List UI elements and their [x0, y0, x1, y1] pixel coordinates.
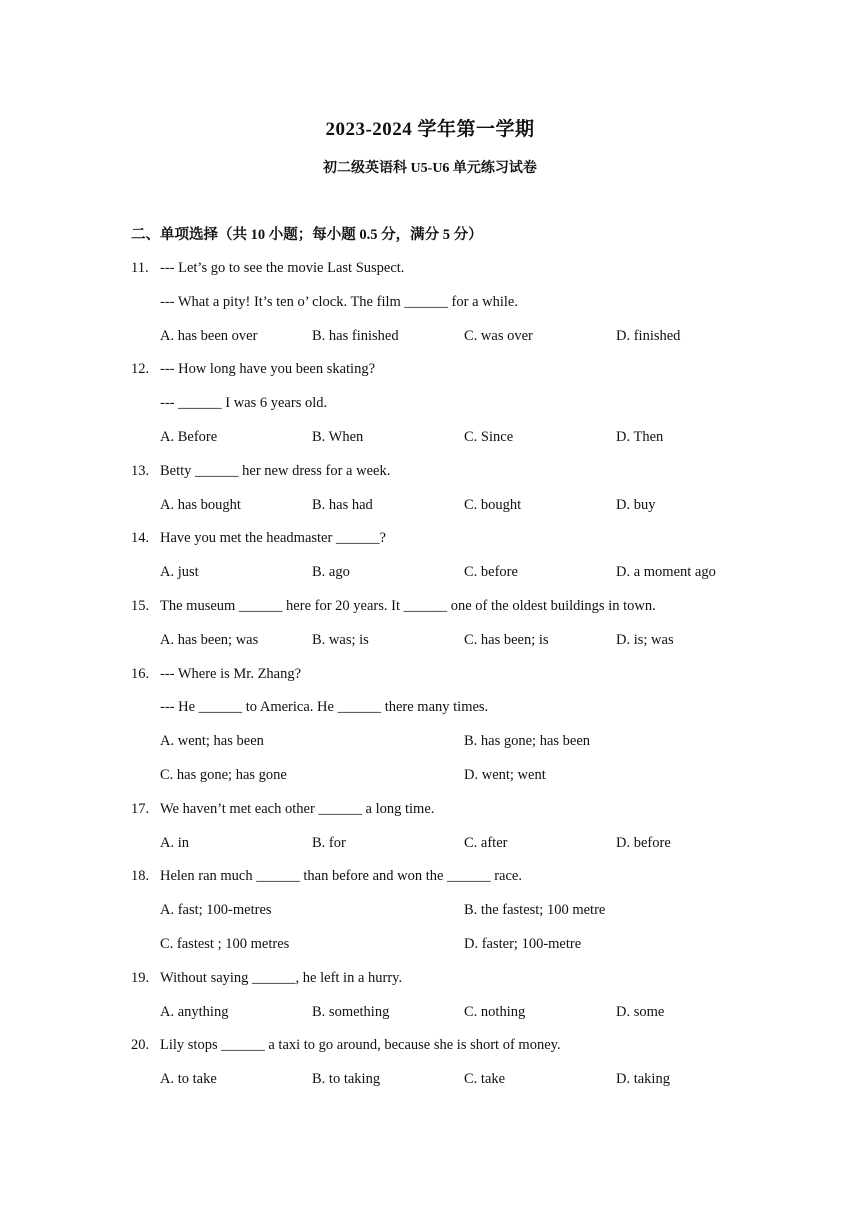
option-a[interactable]: A. Before — [160, 429, 218, 445]
option-d[interactable]: D. faster; 100-metre — [464, 936, 582, 952]
option-a[interactable]: A. to take — [160, 1071, 217, 1088]
option-c[interactable]: C. has been; is — [464, 631, 549, 648]
option-d[interactable]: D. taking — [616, 1071, 670, 1088]
option-c[interactable]: C. bought — [464, 496, 522, 513]
option-b[interactable]: B. has had — [312, 496, 373, 513]
page-title: 2023-2024 学年第一学期 — [325, 119, 535, 140]
question-number: 11. — [131, 260, 149, 276]
option-d[interactable]: D. is; was — [616, 631, 674, 648]
question-stem: --- How long have you been skating? — [160, 361, 376, 378]
question-line: --- ______ I was 6 years old. — [160, 395, 328, 412]
option-d[interactable]: D. finished — [616, 327, 681, 344]
option-a[interactable]: A. has been; was — [160, 631, 259, 648]
question-number: 19. — [131, 969, 150, 986]
question-stem: We haven’t met each other ______ a long time. — [160, 800, 435, 817]
option-b[interactable]: B. has finished — [312, 327, 399, 344]
question-stem: Have you met the headmaster ______? — [160, 530, 386, 547]
option-b[interactable]: B. was; is — [312, 631, 369, 648]
page-subtitle: 初二级英语科 U5-U6 单元练习试卷 — [323, 161, 537, 176]
question-stem: Without saying ______, he left in a hurry. — [160, 969, 403, 986]
question-number: 14. — [131, 530, 150, 547]
option-a[interactable]: A. in — [160, 834, 189, 851]
question-stem: Helen ran much ______ than before and won the ______ race. — [160, 868, 522, 885]
option-d[interactable]: D. Then — [616, 429, 664, 445]
question-stem: Lily stops ______ a taxi to go around, because she is short of money. — [160, 1037, 561, 1054]
question-number: 15. — [131, 598, 150, 614]
question-line: --- He ______ to America. He ______ there many times. — [160, 699, 489, 716]
question-number: 17. — [131, 800, 150, 817]
option-c[interactable]: C. has gone; has gone — [160, 767, 287, 783]
question-number: 16. — [131, 665, 150, 682]
option-c[interactable]: C. take — [464, 1071, 506, 1088]
option-c[interactable]: C. nothing — [464, 1003, 526, 1020]
option-a[interactable]: A. just — [160, 564, 199, 581]
option-b[interactable]: B. the fastest; 100 metre — [464, 902, 606, 919]
option-c[interactable]: C. was over — [464, 327, 533, 344]
question-number: 18. — [131, 868, 150, 885]
option-d[interactable]: D. a moment ago — [616, 564, 716, 581]
option-d[interactable]: D. went; went — [464, 767, 546, 783]
question-line: --- What a pity! It’s ten o’ clock. The film ______ for a while. — [160, 293, 518, 310]
question-stem: The museum ______ here for 20 years. It ______ one of the oldest buildings in town. — [160, 598, 656, 614]
question-number: 20. — [131, 1037, 150, 1054]
option-a[interactable]: A. has bought — [160, 496, 241, 513]
option-b[interactable]: B. for — [312, 834, 346, 851]
question-number: 12. — [131, 361, 150, 378]
option-b[interactable]: B. ago — [312, 564, 350, 581]
option-c[interactable]: C. before — [464, 564, 518, 581]
question-number: 13. — [131, 462, 150, 479]
option-a[interactable]: A. went; has been — [160, 733, 264, 750]
question-stem: --- Let’s go to see the movie Last Suspect. — [160, 260, 405, 276]
option-c[interactable]: C. fastest ; 100 metres — [160, 936, 290, 952]
option-b[interactable]: B. to taking — [312, 1071, 381, 1088]
section-heading: 二、单项选择（共 10 小题；每小题 0.5 分，满分 5 分） — [131, 227, 483, 243]
option-d[interactable]: D. buy — [616, 496, 656, 513]
option-b[interactable]: B. When — [312, 429, 364, 445]
option-a[interactable]: A. fast; 100-metres — [160, 902, 272, 919]
option-c[interactable]: C. after — [464, 834, 508, 851]
option-c[interactable]: C. Since — [464, 429, 514, 445]
option-a[interactable]: A. has been over — [160, 327, 258, 344]
option-b[interactable]: B. has gone; has been — [464, 733, 591, 750]
option-d[interactable]: D. some — [616, 1003, 665, 1020]
option-a[interactable]: A. anything — [160, 1003, 229, 1020]
question-stem: Betty ______ her new dress for a week. — [160, 462, 391, 479]
option-b[interactable]: B. something — [312, 1003, 390, 1020]
option-d[interactable]: D. before — [616, 834, 671, 851]
question-stem: --- Where is Mr. Zhang? — [160, 665, 302, 682]
